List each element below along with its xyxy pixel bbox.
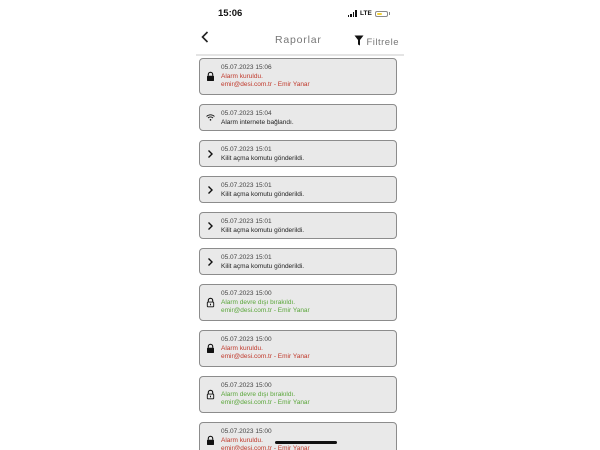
event-message: Alarm kuruldu. [221, 72, 263, 80]
event-timestamp: 05.07.2023 15:00 [221, 336, 272, 343]
event-card[interactable] [199, 176, 397, 203]
event-text [221, 290, 392, 316]
event-timestamp: 05.07.2023 15:06 [221, 64, 272, 71]
event-user: emir@desi.com.tr - Emir Yanar [221, 399, 310, 406]
event-message: Alarm devre dışı bırakıldı. [221, 390, 296, 398]
event-message: Alarm devre dışı bırakıldı. [221, 298, 296, 306]
event-user: emir@desi.com.tr - Emir Yanar [221, 307, 310, 314]
event-card[interactable] [199, 212, 397, 239]
event-card[interactable] [199, 284, 397, 321]
event-timestamp: 05.07.2023 15:00 [221, 290, 272, 297]
event-timestamp: 05.07.2023 15:01 [221, 182, 272, 189]
event-text [221, 182, 392, 199]
filter-label: Filtrele [366, 36, 399, 48]
event-message: Alarm internete bağlandı. [221, 118, 294, 126]
status-indicators [348, 10, 390, 17]
signal-icon [348, 10, 357, 17]
event-user: emir@desi.com.tr - Emir Yanar [221, 353, 310, 360]
phone-screen [196, 0, 404, 450]
lock-open-icon [206, 298, 215, 307]
event-message: Kilit açma komutu gönderildi. [221, 226, 305, 234]
chevron-right-icon [206, 149, 215, 158]
event-message: Alarm kuruldu. [221, 344, 263, 352]
event-card[interactable] [199, 330, 397, 367]
event-card[interactable] [199, 376, 397, 413]
event-message: Alarm kuruldu. [221, 436, 263, 444]
battery-icon [375, 11, 388, 17]
home-indicator [275, 441, 337, 444]
event-card[interactable] [199, 140, 397, 167]
event-user: emir@desi.com.tr - Emir Yanar [221, 81, 310, 88]
event-timestamp: 05.07.2023 15:00 [221, 428, 272, 435]
event-user: emir@desi.com.tr - Emir Yanar [221, 445, 310, 450]
event-text [221, 64, 392, 90]
event-timestamp: 05.07.2023 15:01 [221, 254, 272, 261]
event-message: Kilit açma komutu gönderildi. [221, 262, 305, 270]
status-time: 15:06 [218, 8, 243, 19]
event-text [221, 146, 392, 163]
event-text [221, 428, 392, 450]
filter-button[interactable] [354, 33, 399, 51]
event-text [221, 218, 392, 235]
event-card[interactable] [199, 422, 397, 450]
lock-closed-icon [206, 344, 215, 353]
chevron-left-icon[interactable] [200, 30, 210, 48]
event-text [221, 110, 392, 127]
chevron-right-icon [206, 185, 215, 194]
lock-open-icon [206, 390, 215, 399]
event-timestamp: 05.07.2023 15:01 [221, 146, 272, 153]
event-text [221, 336, 392, 362]
event-card[interactable] [199, 248, 397, 275]
network-label: LTE [360, 10, 372, 17]
battery-tip [389, 12, 390, 15]
page-title: Raporlar [275, 34, 322, 46]
event-text [221, 382, 392, 408]
event-timestamp: 05.07.2023 15:01 [221, 218, 272, 225]
chevron-right-icon [206, 257, 215, 266]
event-timestamp: 05.07.2023 15:04 [221, 110, 272, 117]
nav-bar [196, 26, 404, 56]
lock-closed-icon [206, 436, 215, 445]
event-card[interactable] [199, 58, 397, 95]
event-message: Kilit açma komutu gönderildi. [221, 190, 305, 198]
event-message: Kilit açma komutu gönderildi. [221, 154, 305, 162]
event-timestamp: 05.07.2023 15:00 [221, 382, 272, 389]
status-bar [196, 0, 404, 26]
wifi-icon [206, 113, 215, 122]
event-text [221, 254, 392, 271]
lock-closed-icon [206, 72, 215, 81]
funnel-icon [354, 33, 364, 51]
chevron-right-icon [206, 221, 215, 230]
event-card[interactable] [199, 104, 397, 131]
